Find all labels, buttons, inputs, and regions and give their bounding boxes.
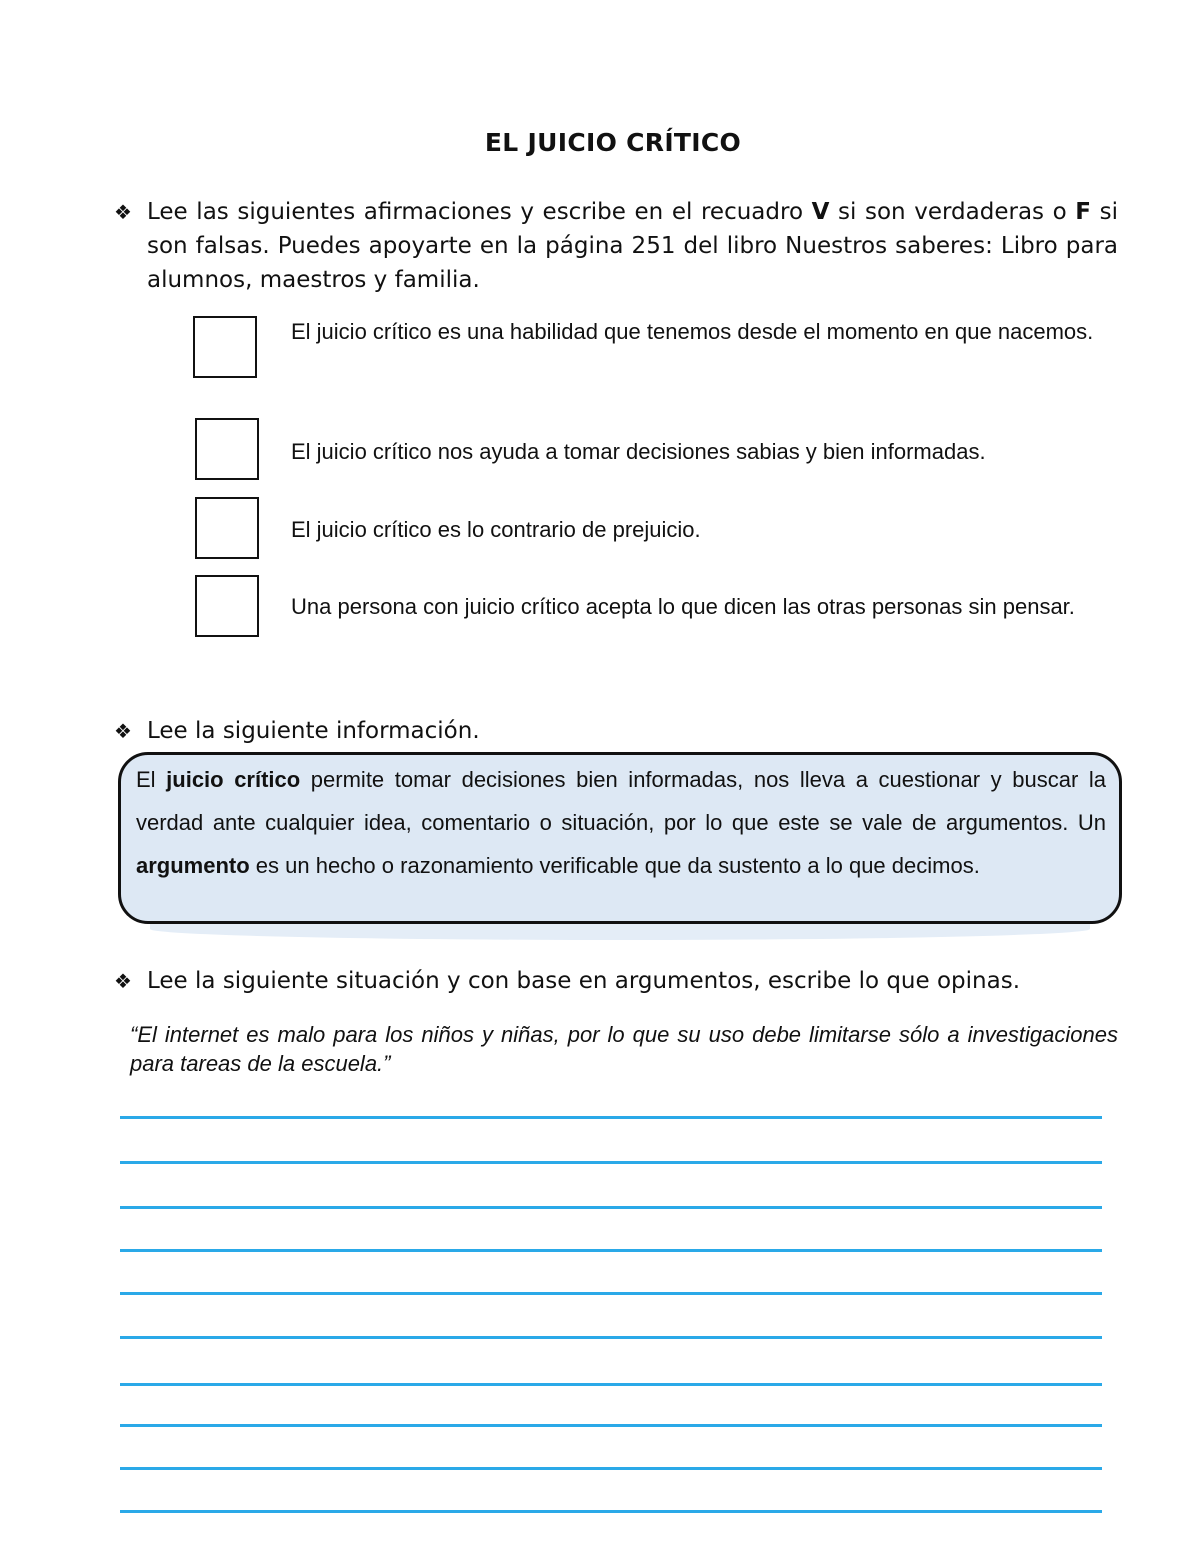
- instruction-opinion: [114, 964, 1118, 998]
- instruction-true-false: [114, 195, 1118, 297]
- answer-box-3[interactable]: [195, 497, 259, 559]
- instruction-read-info: [114, 714, 1118, 748]
- writing-line[interactable]: [120, 1336, 1102, 1339]
- diamond-bullet-icon: ❖: [114, 719, 132, 743]
- situation-quote: “El internet es malo para los niños y niñas, por lo que su uso debe limitarse sólo a investigaciones para tareas de la escuela.”: [130, 1022, 1118, 1076]
- writing-line[interactable]: [120, 1206, 1102, 1209]
- writing-line[interactable]: [120, 1116, 1102, 1119]
- answer-box-4[interactable]: [195, 575, 259, 637]
- writing-line[interactable]: [120, 1249, 1102, 1252]
- writing-line[interactable]: [120, 1510, 1102, 1513]
- statement-text-4: Una persona con juicio crítico acepta lo que dicen las otras personas sin pensar.: [291, 594, 1075, 619]
- writing-line[interactable]: [120, 1292, 1102, 1295]
- instruction-text: Lee las siguientes afirmaciones y escribe en el recuadro V si son verdaderas o F si son falsas. Puedes apoyarte en la página 251 del libro Nuestros saberes: Libro para alumnos, maestros y familia.: [147, 199, 1118, 293]
- answer-box-1[interactable]: [193, 316, 257, 378]
- info-box-text: El juicio crítico permite tomar decisiones bien informadas, nos lleva a cuestionar y buscar la verdad ante cualquier idea, comentario o situación, por lo que este se vale de argumentos. Un argumento es un hecho o razonamiento verificable que da sustento a lo que decimos.: [136, 767, 1106, 878]
- diamond-bullet-icon: ❖: [114, 969, 132, 993]
- writing-line[interactable]: [120, 1424, 1102, 1427]
- answer-box-2[interactable]: [195, 418, 259, 480]
- statement-text-1: El juicio crítico es una habilidad que tenemos desde el momento en que nacemos.: [291, 319, 1094, 344]
- statement-text-2: El juicio crítico nos ayuda a tomar decisiones sabias y bien informadas.: [291, 439, 986, 464]
- writing-line[interactable]: [120, 1383, 1102, 1386]
- writing-line[interactable]: [120, 1467, 1102, 1470]
- statement-text-3: El juicio crítico es lo contrario de prejuicio.: [291, 517, 701, 542]
- instruction-text: Lee la siguiente situación y con base en argumentos, escribe lo que opinas.: [147, 968, 1021, 994]
- writing-line[interactable]: [120, 1161, 1102, 1164]
- instruction-text: Lee la siguiente información.: [147, 718, 480, 744]
- diamond-bullet-icon: ❖: [114, 200, 132, 224]
- page-title: EL JUICIO CRÍTICO: [484, 128, 742, 157]
